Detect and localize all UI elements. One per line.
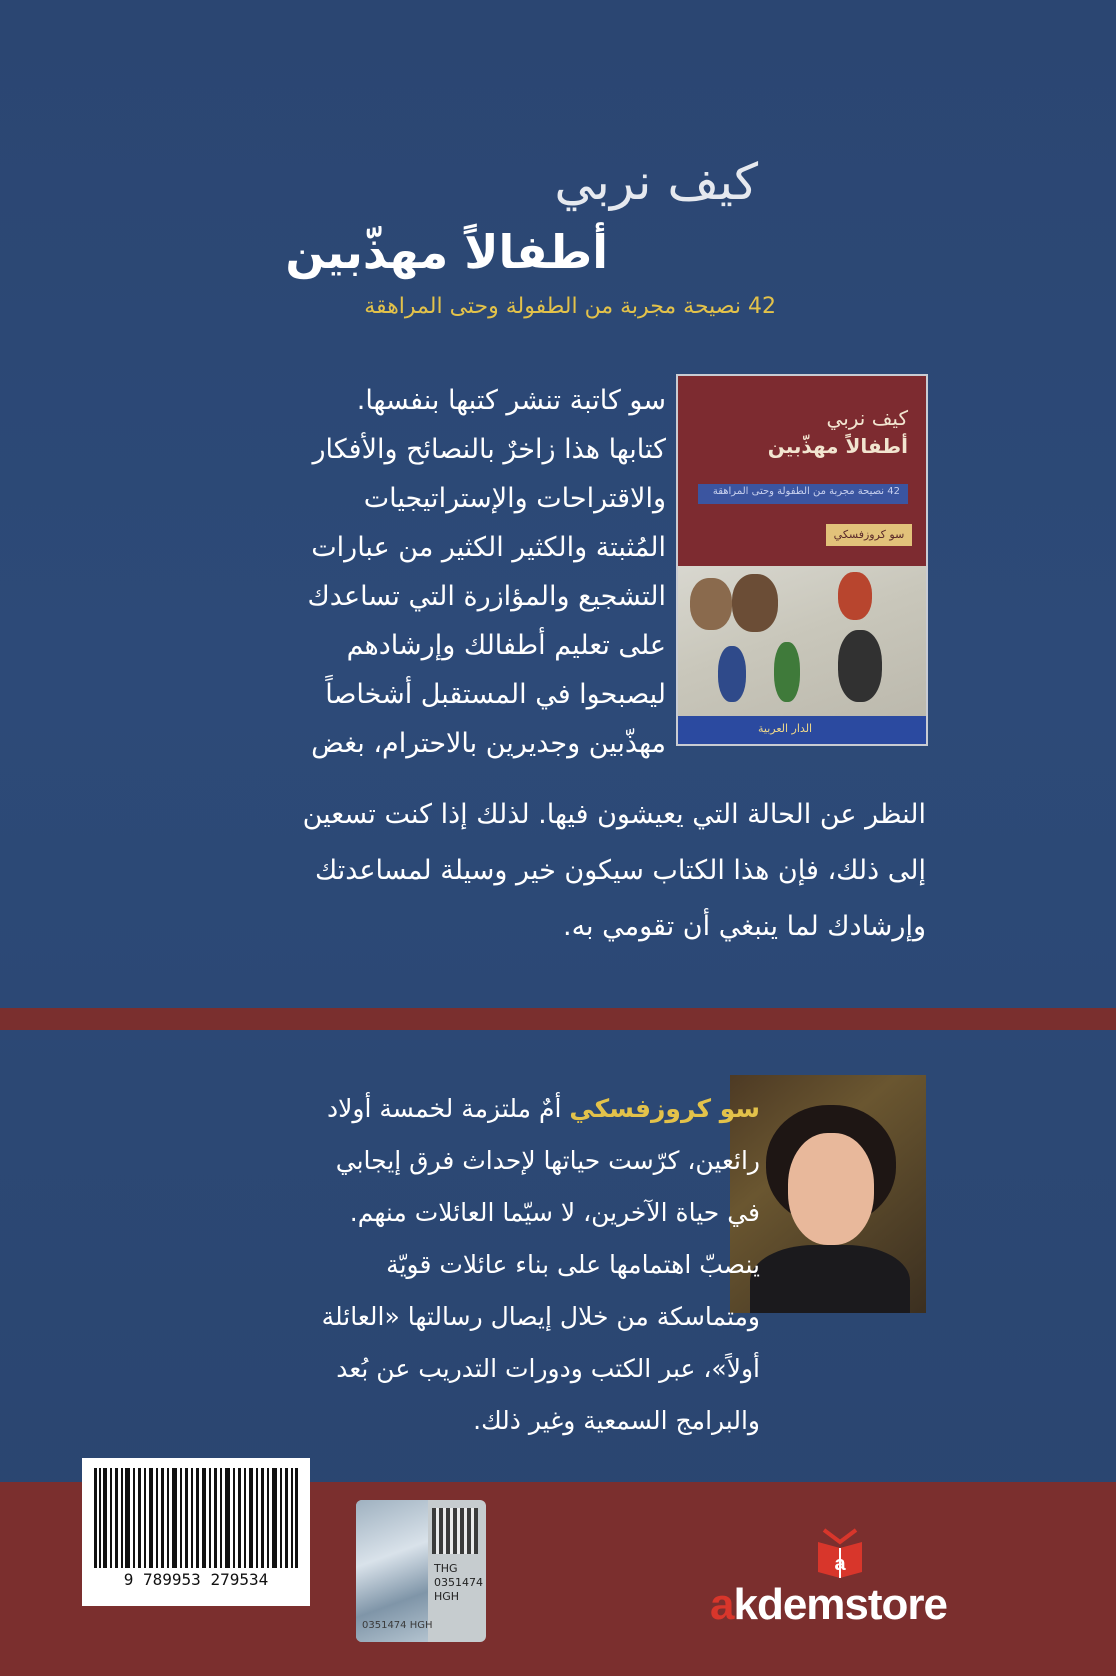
thumbnail-author: سو كروزفسكي xyxy=(826,524,912,546)
isbn-number: 9 789953 279534 xyxy=(123,1570,269,1589)
authenticity-sticker xyxy=(356,1500,486,1642)
sticker-code-line: HGH xyxy=(434,1590,460,1603)
thumbnail-subtitle: 42 نصيحة مجربة من الطفولة وحتى المراهقة xyxy=(712,486,900,497)
thumbnail-publisher: الدار العربية xyxy=(758,722,813,735)
description-line: سو كاتبة تنشر كتبها بنفسها. xyxy=(356,385,666,416)
logo-accent-letter: a xyxy=(710,1580,734,1629)
akdemstore-logo xyxy=(710,1580,947,1630)
author-bio-line: في حياة الآخرين، لا سيّما العائلات منهم. xyxy=(349,1198,760,1227)
description-line: على تعليم أطفالك وإرشادهم xyxy=(346,630,666,661)
book-title-line-1: كيف نربي xyxy=(554,153,758,211)
sticker-serial: 0351474 HGH xyxy=(362,1620,433,1631)
front-cover-thumbnail xyxy=(676,374,928,746)
open-book-icon xyxy=(810,1520,870,1580)
logo-wordmark: kdemstore xyxy=(733,1580,948,1629)
author-bio-line: رائعين، كرّست حياتها لإحداث فرق إيجابي xyxy=(335,1146,760,1175)
author-bio-line: ينصبّ اهتمامها على بناء عائلات قويّة xyxy=(386,1250,760,1279)
sticker-code-line: THG xyxy=(434,1562,458,1575)
author-body xyxy=(750,1245,910,1313)
child-figure xyxy=(690,578,732,630)
author-bio-line xyxy=(200,1088,760,1130)
book-title-line-2: أطفالاً مهذّبين xyxy=(285,225,608,279)
thumbnail-children-photo xyxy=(678,566,926,716)
author-bio-line: والبرامج السمعية وغير ذلك. xyxy=(473,1406,760,1435)
author-bio-first-line: أمٌ ملتزمة لخمسة أولاد xyxy=(327,1094,562,1123)
child-figure xyxy=(732,574,778,632)
description-line: ليصبحوا في المستقبل أشخاصاً xyxy=(325,679,666,710)
description-line: النظر عن الحالة التي يعيشون فيها. لذلك إذا كنت تسعين xyxy=(302,799,926,830)
author-bio-line: ومتماسكة من خلال إيصال رسالتها «العائلة xyxy=(321,1302,760,1331)
isbn-barcode xyxy=(82,1458,310,1606)
qr-code xyxy=(432,1508,478,1554)
barcode-bars xyxy=(94,1468,298,1568)
sticker-code-line: 0351474 xyxy=(434,1576,483,1589)
thumbnail-title-line-2: أطفالاً مهذّبين xyxy=(767,434,908,458)
description-line: مهذّبين وجديرين بالاحترام، بغض xyxy=(311,728,666,759)
section-divider xyxy=(0,1008,1116,1030)
author-bio-line: أولاً»، عبر الكتب ودورات التدريب عن بُعد xyxy=(336,1354,760,1383)
description-line: والاقتراحات والإستراتيجيات xyxy=(363,483,666,514)
description-line: إلى ذلك، فإن هذا الكتاب سيكون خير وسيلة لمساعدتك xyxy=(314,855,926,886)
thumbnail-title-line-1: كيف نربي xyxy=(826,406,908,430)
child-figure xyxy=(838,630,882,702)
description-line: التشجيع والمؤازرة التي تساعدك xyxy=(307,581,666,612)
description-line: كتابها هذا زاخرٌ بالنصائح والأفكار xyxy=(312,434,666,465)
description-line: المُثبتة والكثير الكثير من عبارات xyxy=(311,532,666,563)
author-name: سو كروزفسكي xyxy=(569,1094,760,1123)
svg-text:a: a xyxy=(834,1553,846,1575)
child-figure xyxy=(718,646,746,702)
description-line: وإرشادك لما ينبغي أن تقومي به. xyxy=(562,911,926,942)
author-face xyxy=(788,1133,874,1245)
child-figure xyxy=(838,572,872,620)
book-subtitle: 42 نصيحة مجربة من الطفولة وحتى المراهقة xyxy=(364,294,776,319)
child-figure xyxy=(774,642,800,702)
